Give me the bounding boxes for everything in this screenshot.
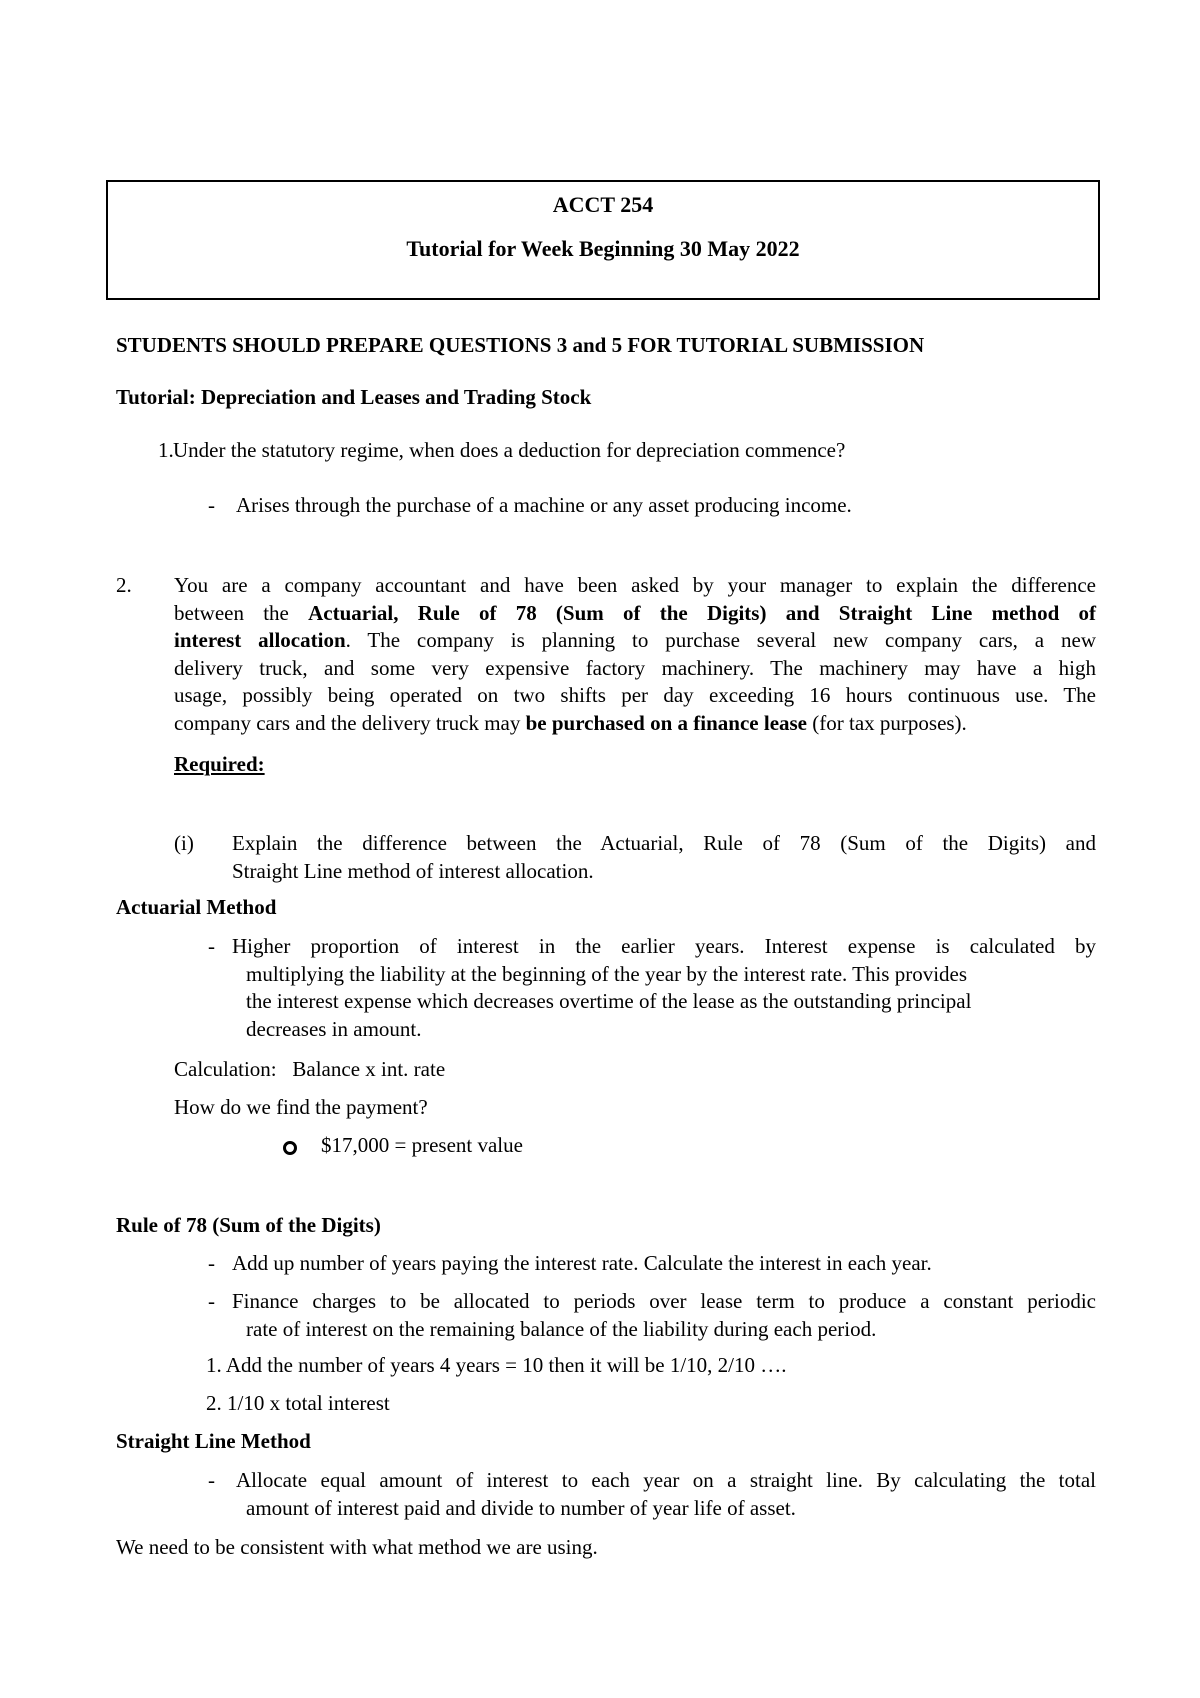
- q2-line-6-text: company cars and the delivery truck may: [174, 710, 526, 735]
- q2-interest-allocation-bold: interest allocation: [174, 628, 346, 652]
- q2-line-6: [174, 710, 1096, 738]
- q1-answer-dash: -: [208, 493, 215, 517]
- rule78-step-1: 1. Add the number of years 4 years = 10 then it will be 1/10, 2/10 ….: [206, 1353, 787, 1377]
- required-heading: Required:: [174, 752, 265, 776]
- page-title: Tutorial for Week Beginning 30 May 2022: [406, 236, 800, 261]
- rule78-item-2-line-1: Finance charges to be allocated to periods over lease term to produce a constant periodic: [232, 1289, 1096, 1313]
- straight-line-line-2: amount of interest paid and divide to number of year life of asset.: [246, 1495, 796, 1520]
- title-box: [106, 180, 1100, 300]
- straight-line-dash: -: [208, 1468, 215, 1492]
- q2-line-2-text: between the: [174, 600, 309, 625]
- circle-bullet-icon: [283, 1141, 297, 1155]
- actuarial-text: [232, 933, 1096, 1043]
- q2-finance-lease-bold: be purchased on a finance lease: [525, 710, 808, 735]
- q2-line-3: [174, 627, 1096, 655]
- rule78-item-2-line-2: rate of interest on the remaining balance of the liability during each period.: [246, 1316, 877, 1341]
- actuarial-line-4: decreases in amount.: [246, 1016, 422, 1041]
- closing-note: We need to be consistent with what method we are using.: [116, 1535, 598, 1559]
- rule78-dash-2: -: [208, 1289, 215, 1313]
- rule78-dash-1: -: [208, 1251, 215, 1275]
- q1-text: Under the statutory regime, when does a deduction for depreciation commence?: [173, 438, 846, 462]
- rule78-item-1: Add up number of years paying the interest rate. Calculate the interest in each year.: [232, 1251, 932, 1275]
- sub-question-text: [232, 830, 1096, 885]
- straight-line-text: [236, 1467, 1096, 1522]
- tutorial-topic: Tutorial: Depreciation and Leases and Trading Stock: [116, 385, 592, 409]
- q2-line-5: usage, possibly being operated on two shifts per day exceeding 16 hours continuous use. The: [174, 683, 1096, 707]
- actuarial-heading: Actuarial Method: [116, 895, 277, 919]
- rule78-heading: Rule of 78 (Sum of the Digits): [116, 1213, 381, 1237]
- q2-methods-bold: Actuarial, Rule of 78 (Sum of the Digits) and Straight Line method of: [308, 600, 1096, 625]
- actuarial-line-2: multiplying the liability at the beginning of the year by the interest rate. This provides: [246, 961, 968, 986]
- sub-question-line-2: Straight Line method of interest allocation.: [232, 858, 594, 883]
- q2-line-4: delivery truck, and some very expensive factory machinery. The machinery may have a high: [174, 655, 1096, 680]
- q1-answer: Arises through the purchase of a machine or any asset producing income.: [236, 493, 852, 517]
- q2-line-2: [174, 600, 1096, 628]
- straight-line-line-1: Allocate equal amount of interest to each year on a straight line. By calculating the total: [236, 1468, 1096, 1492]
- sub-question-label: (i): [174, 831, 194, 855]
- present-value-bullet: $17,000 = present value: [321, 1133, 523, 1157]
- q1-number: 1.: [158, 438, 174, 462]
- submission-notice: STUDENTS SHOULD PREPARE QUESTIONS 3 and 5 FOR TUTORIAL SUBMISSION: [116, 333, 925, 357]
- course-code: ACCT 254: [552, 192, 654, 217]
- sub-question-line-1: Explain the difference between the Actuarial, Rule of 78 (Sum of the Digits) and: [232, 831, 1096, 855]
- q2-line-3-text: . The company is planning to purchase several new company cars, a new: [345, 628, 1096, 652]
- straight-line-heading: Straight Line Method: [116, 1429, 311, 1453]
- actuarial-line-3: the interest expense which decreases overtime of the lease as the outstanding principal: [246, 989, 972, 1013]
- q2-paragraph: [174, 572, 1096, 737]
- actuarial-line-1: Higher proportion of interest in the earlier years. Interest expense is calculated by: [232, 934, 1096, 958]
- rule78-step-2: 2. 1/10 x total interest: [206, 1391, 390, 1415]
- q2-number: 2.: [116, 573, 132, 597]
- rule78-item-2: [232, 1288, 1096, 1343]
- q2-line-1: You are a company accountant and have been asked by your manager to explain the difference: [174, 573, 1096, 597]
- actuarial-dash: -: [208, 934, 215, 958]
- q2-line-6-end: (for tax purposes).: [807, 710, 967, 735]
- calculation-line: Calculation: Balance x int. rate: [174, 1057, 446, 1081]
- payment-question: How do we find the payment?: [174, 1095, 428, 1119]
